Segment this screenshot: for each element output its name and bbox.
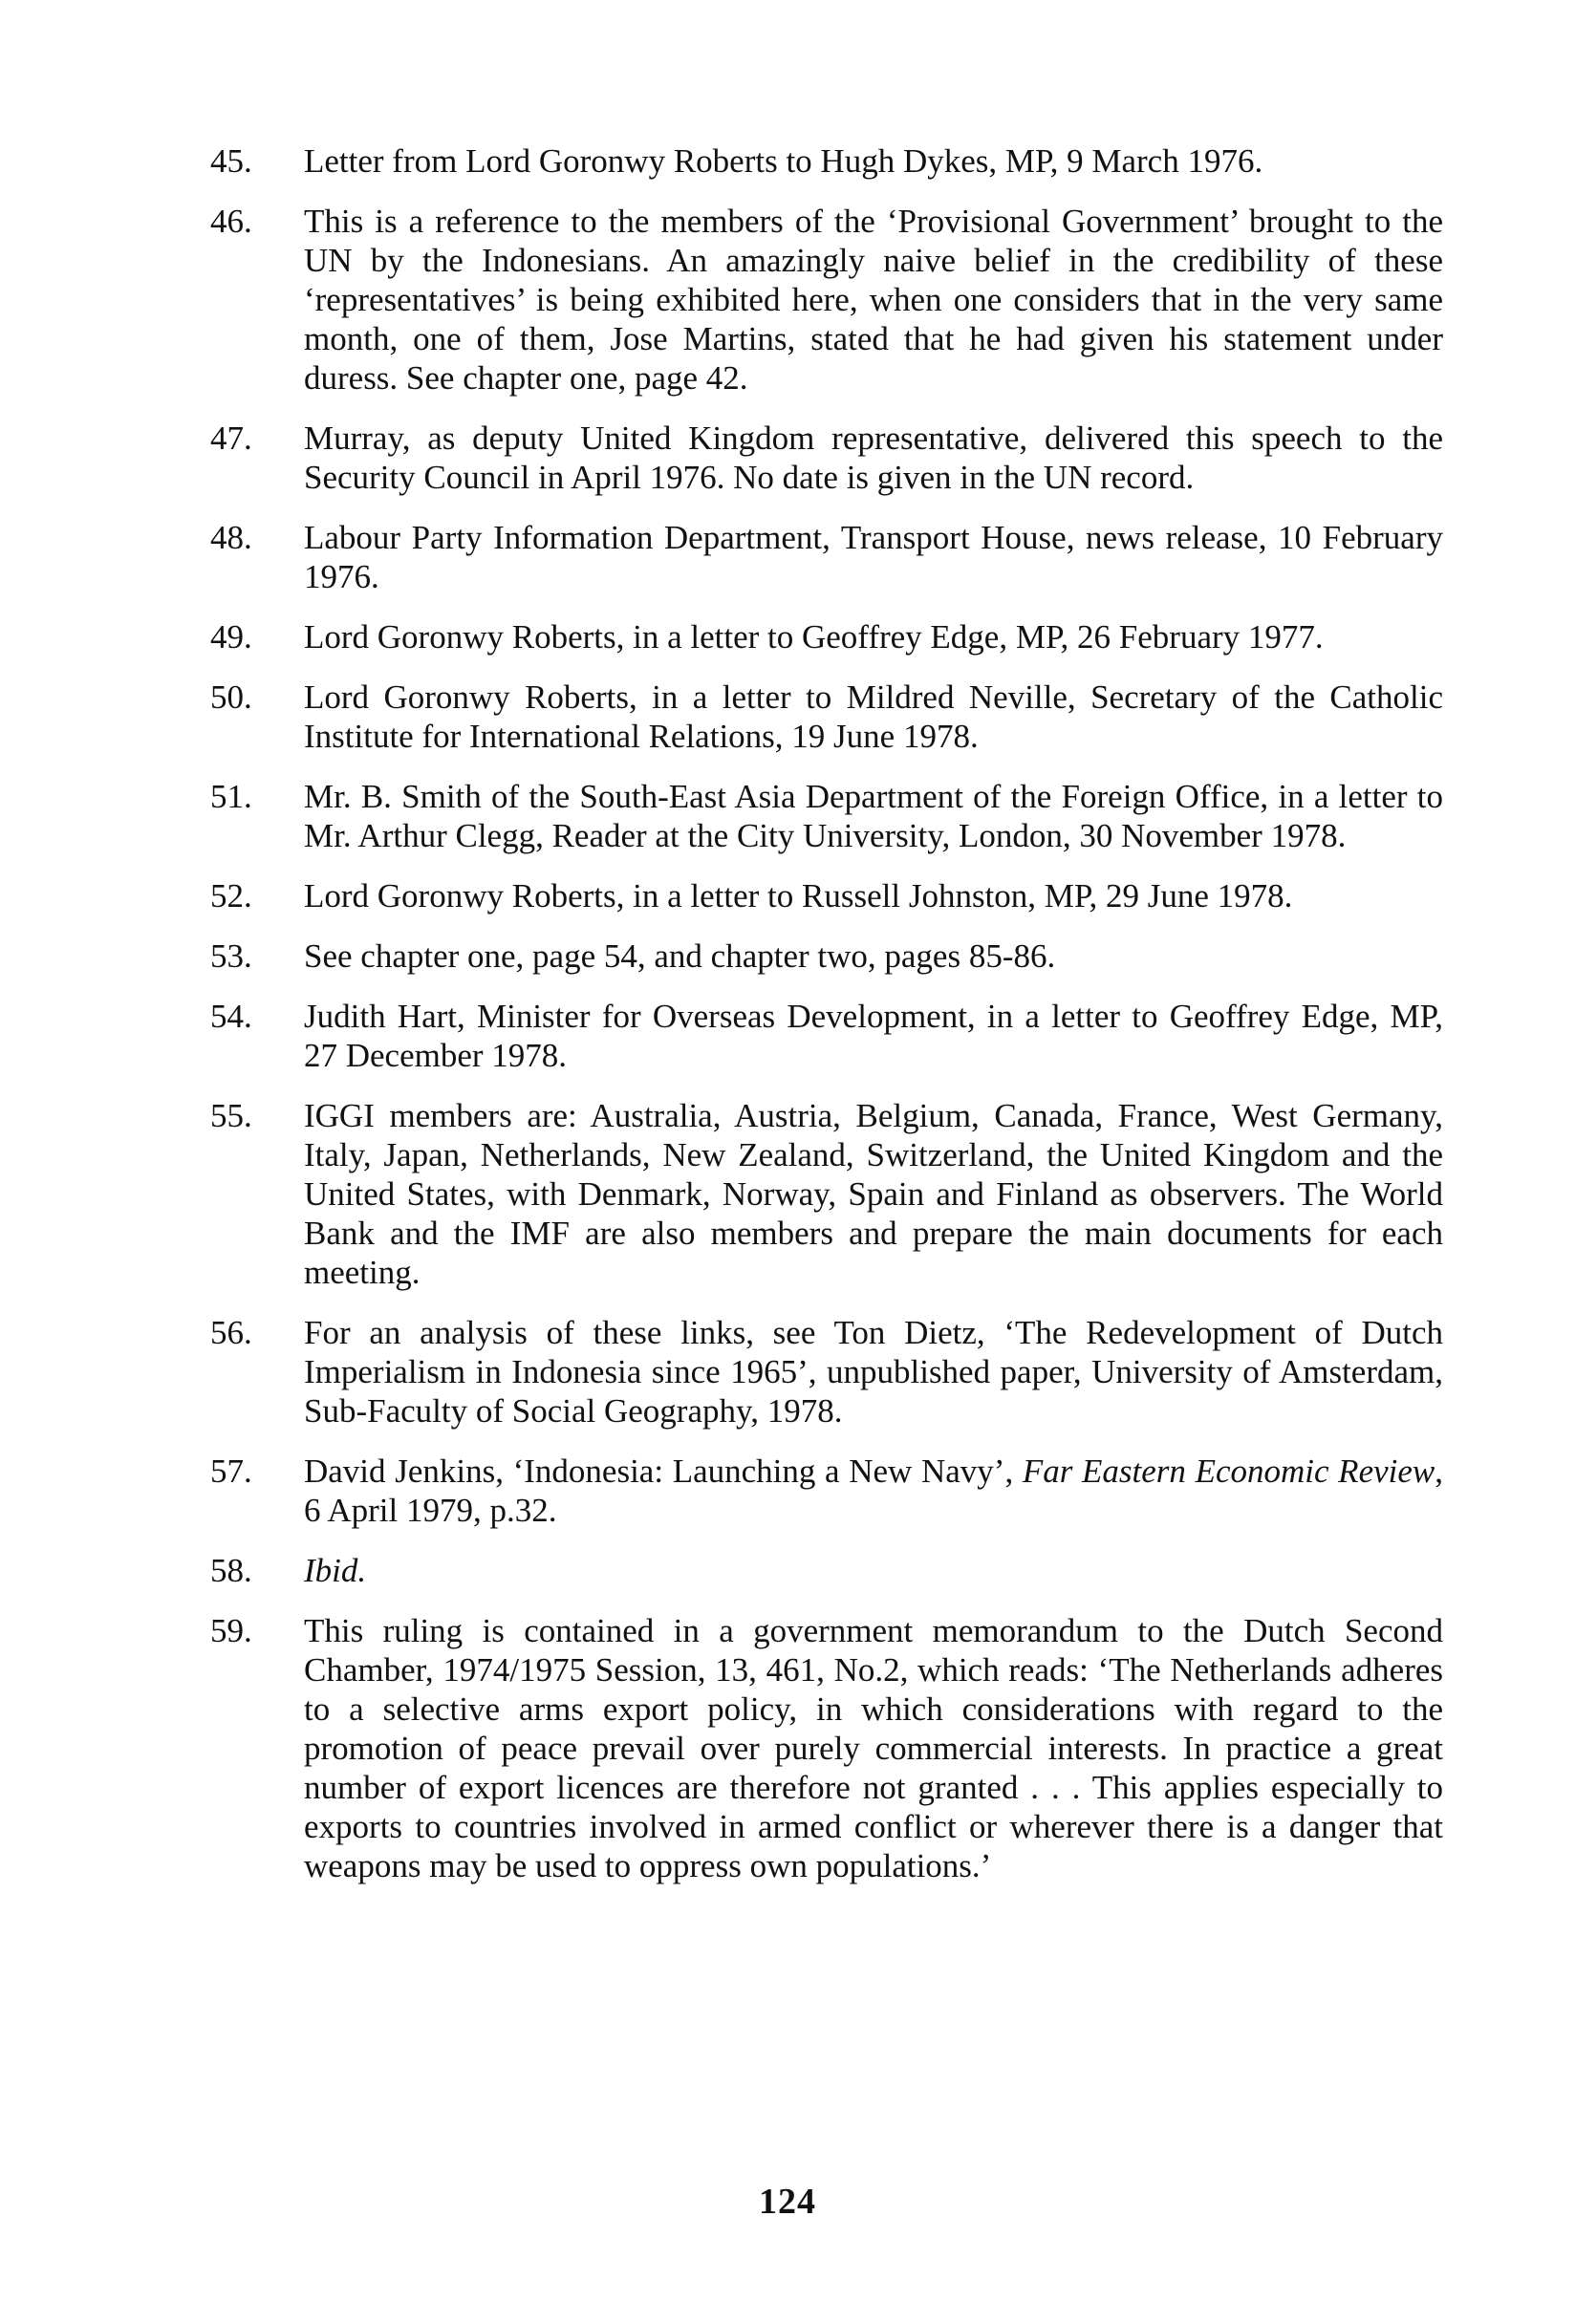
endnote-58 <box>210 1551 1443 1590</box>
endnote-45 <box>210 141 1443 181</box>
endnote-text <box>304 1452 1443 1530</box>
ibid-text: Ibid. <box>304 1552 367 1589</box>
endnote-56 <box>210 1313 1443 1431</box>
endnote-number: 49. <box>210 618 252 656</box>
endnote-53 <box>210 936 1443 976</box>
endnote-number: 46. <box>210 203 252 240</box>
endnote-text <box>304 1551 1443 1590</box>
endnote-number: 54. <box>210 998 252 1035</box>
endnote-59 <box>210 1611 1443 1885</box>
endnote-text: Letter from Lord Goronwy Roberts to Hugh Dykes, MP, 9 March 1976. <box>304 142 1263 180</box>
endnote-number: 48. <box>210 519 252 556</box>
endnote-47 <box>210 419 1443 497</box>
endnote-text: This ruling is contained in a government memorandum to the Dutch Second Chamber, 1974/1975 Session, 13, 461, No.2, which reads: ‘The Netherlands adheres to a selective arms export policy, in which considerations with regard to the promotion of peace prevail over purely commercial interests. In practice a great number of export licences are therefore not granted . . . This applies especially to exports to countries involved in armed conflict or wherever there is a danger that weapons may be used to oppress own populations.’ <box>304 1612 1443 1884</box>
endnote-50 <box>210 678 1443 756</box>
endnote-text-before: David Jenkins, ‘Indonesia: Launching a New Navy’, <box>304 1452 1023 1490</box>
endnote-number: 59. <box>210 1612 252 1649</box>
endnote-number: 53. <box>210 937 252 975</box>
endnote-text: Lord Goronwy Roberts, in a letter to Geoffrey Edge, MP, 26 February 1977. <box>304 618 1324 656</box>
endnote-number: 58. <box>210 1552 252 1589</box>
endnote-text-after: , 6 April 1979, p.32. <box>304 1452 1443 1529</box>
endnote-text: IGGI members are: Australia, Austria, Belgium, Canada, France, West Germany, Italy, Japan, Netherlands, New Zealand, Switzerland, the United Kingdom and the United States, with Denmark, Norway, Spain and Finland as observers. The World Bank and the IMF are also members and prepare the main documents for each meeting. <box>304 1097 1443 1291</box>
endnote-text: Mr. B. Smith of the South-East Asia Department of the Foreign Office, in a letter to Mr. Arthur Clegg, Reader at the City University, London, 30 November 1978. <box>304 778 1443 854</box>
endnote-48 <box>210 518 1443 596</box>
endnote-number: 50. <box>210 678 252 716</box>
endnote-number: 57. <box>210 1452 252 1490</box>
endnote-49 <box>210 617 1443 656</box>
endnote-text: Murray, as deputy United Kingdom representative, delivered this speech to the Security Council in April 1976. No date is given in the UN record. <box>304 420 1443 496</box>
endnote-number: 52. <box>210 877 252 915</box>
endnote-text: Lord Goronwy Roberts, in a letter to Russell Johnston, MP, 29 June 1978. <box>304 877 1293 915</box>
endnote-57 <box>210 1452 1443 1530</box>
endnote-55 <box>210 1096 1443 1292</box>
endnote-number: 55. <box>210 1097 252 1134</box>
journal-title: Far Eastern Economic Review <box>1022 1452 1435 1490</box>
endnote-number: 56. <box>210 1314 252 1351</box>
endnote-text: For an analysis of these links, see Ton Dietz, ‘The Redevelopment of Dutch Imperialism in Indonesia since 1965’, unpublished paper, University of Amsterdam, Sub-Faculty of Social Geography, 1978. <box>304 1314 1443 1430</box>
endnotes-list <box>210 141 1443 1906</box>
endnote-46 <box>210 202 1443 398</box>
endnote-54 <box>210 997 1443 1075</box>
endnote-52 <box>210 876 1443 915</box>
endnote-text: Judith Hart, Minister for Overseas Development, in a letter to Geoffrey Edge, MP, 27 December 1978. <box>304 998 1443 1074</box>
endnote-51 <box>210 777 1443 855</box>
page-number: 124 <box>759 2182 816 2222</box>
endnote-number: 47. <box>210 420 252 457</box>
endnote-text: Labour Party Information Department, Transport House, news release, 10 February 1976. <box>304 519 1443 595</box>
endnote-text: Lord Goronwy Roberts, in a letter to Mildred Neville, Secretary of the Catholic Institute for International Relations, 19 June 1978. <box>304 678 1443 755</box>
endnote-number: 51. <box>210 778 252 815</box>
endnote-text: This is a reference to the members of the ‘Provisional Government’ brought to the UN by the Indonesians. An amazingly naive belief in the credibility of these ‘representatives’ is being exhibited here, when one considers that in the very same month, one of them, Jose Martins, stated that he had given his statement under duress. See chapter one, page 42. <box>304 203 1443 397</box>
endnote-number: 45. <box>210 142 252 180</box>
endnote-text: See chapter one, page 54, and chapter two, pages 85-86. <box>304 937 1056 975</box>
